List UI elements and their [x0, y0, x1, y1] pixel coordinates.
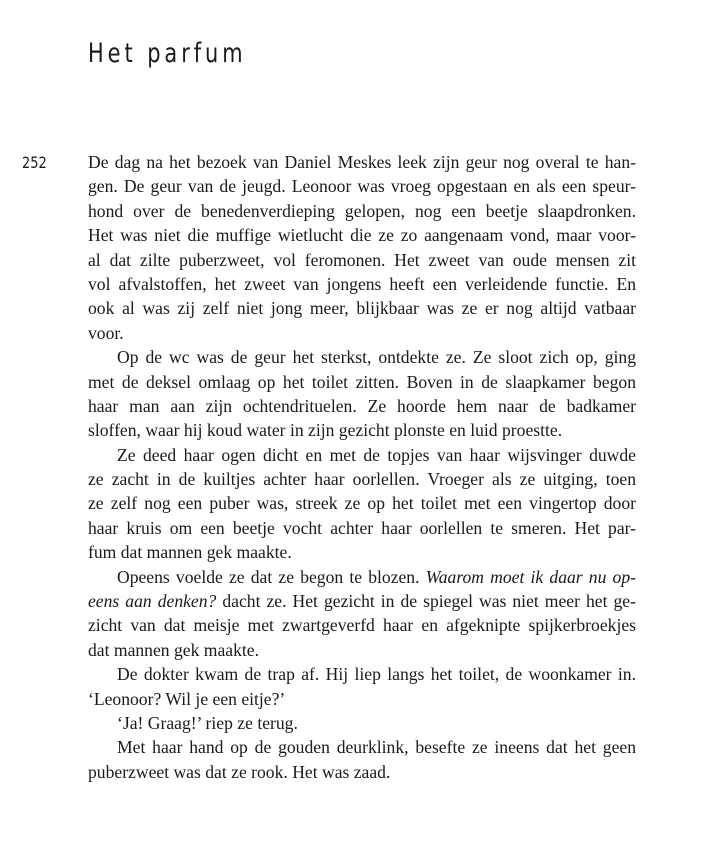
text-segment: Opeens voelde ze dat ze begon te blozen. [117, 566, 420, 587]
text-line: fum dat mannen gek maakte. [88, 542, 292, 563]
text-segment: dacht ze. Het gezicht in de spiegel was niet meer het ge- [222, 591, 636, 612]
text-line: Ze deed haar ogen dicht en met de topjes van haar wijsvinger duwde [117, 444, 636, 465]
text-line: De dag na het bezoek van Daniel Meskes leek zijn geur nog overal te han- [88, 152, 636, 172]
text-line [88, 589, 636, 613]
text-line: voor. [88, 322, 124, 343]
text-line: Met haar hand op de gouden deurklink, besefte ze ineens dat het geen [117, 737, 636, 758]
text-line: dat mannen gek maakte. [88, 639, 259, 660]
text-line: sloffen, waar hij koud water in zijn gezicht plonste en luid proestte. [88, 420, 563, 441]
text-line: ook al was zij zelf niet jong meer, blijkbaar was ze er nog altijd vatbaar [88, 298, 636, 319]
text-line: ze zacht in de kuiltjes achter haar oorlellen. Vroeger als ze uitging, toen [88, 469, 636, 490]
text-line: gen. De geur van de jeugd. Leonoor was vroeg opgestaan en als een speur- [88, 176, 636, 197]
text-line: zicht van dat meisje met zwartgeverfd haar en afgeknipte spijkerbroekjes [88, 615, 636, 636]
text-line: Op de wc was de geur het sterkst, ontdekte ze. Ze sloot zich op, ging [117, 347, 636, 368]
text-line: haar kruis om een beetje vocht achter haar oorlellen te smeren. Het par- [88, 517, 636, 538]
text-line: hond over de benedenverdieping gelopen, nog een beetje slaapdronken. [88, 200, 636, 221]
text-line [88, 565, 636, 589]
text-line: puberzweet was dat ze rook. Het was zaad. [88, 761, 391, 782]
italic-segment: eens aan denken? [88, 591, 217, 612]
text-line: vol afvalstoffen, het zweet van jongens heeft een verleidende functie. En [88, 273, 636, 294]
chapter-title: Het parfum [88, 38, 247, 69]
text-line: ‘Ja! Graag!’ riep ze terug. [117, 712, 298, 733]
text-line: ‘Leonoor? Wil je een eitje?’ [88, 688, 286, 709]
text-line: met de deksel omlaag op het toilet zitten. Boven in de slaapkamer begon [88, 371, 636, 392]
text-line: De dokter kwam de trap af. Hij liep langs het toilet, de woonkamer in. [117, 664, 636, 685]
text-line: haar man aan zijn ochtendrituelen. Ze hoorde hem naar de badkamer [88, 395, 636, 416]
text-line: Het was niet die muffige wietlucht die ze zo aangenaam vond, maar voor- [88, 225, 636, 246]
page-number: 252 [22, 153, 47, 172]
body-text [88, 150, 636, 784]
italic-segment: Waarom moet ik daar nu op- [425, 566, 637, 587]
text-line: al dat zilte puberzweet, vol feromonen. Het zweet van oude mensen zit [88, 249, 636, 270]
text-line: ze zelf nog een puber was, streek ze op het toilet met een vingertop door [88, 493, 636, 514]
